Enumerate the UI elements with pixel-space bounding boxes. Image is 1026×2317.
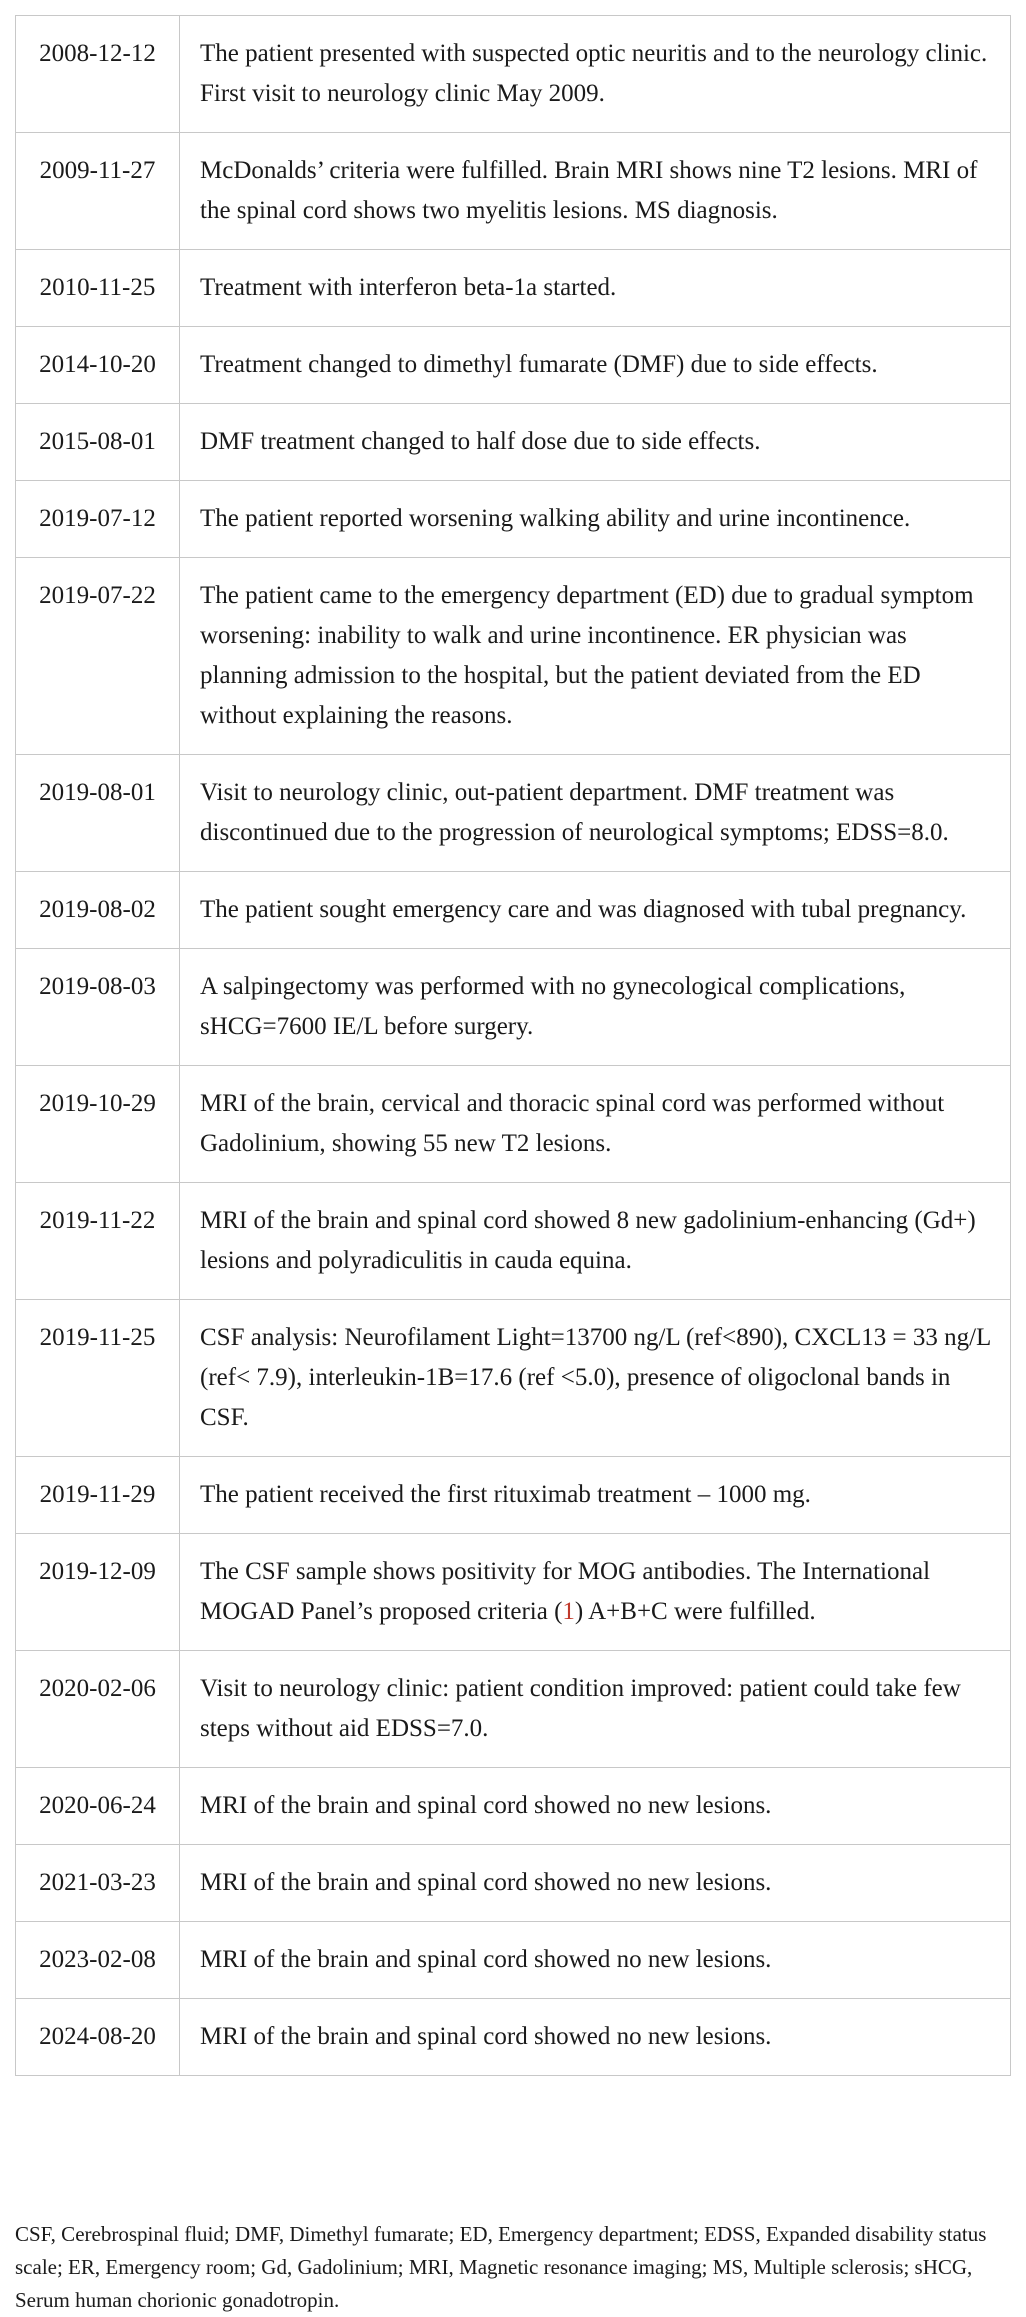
- table-row: [16, 1651, 1011, 1768]
- event-date: 2023-02-08: [16, 1922, 180, 1999]
- event-date: 2019-07-22: [16, 558, 180, 755]
- event-description: The patient received the first rituximab treatment – 1000 mg.: [180, 1457, 1011, 1534]
- timeline-table: [15, 15, 1011, 2076]
- event-date: 2019-08-01: [16, 755, 180, 872]
- table-footnote: CSF, Cerebrospinal fluid; DMF, Dimethyl fumarate; ED, Emergency department; EDSS, Expanded disability status scale; ER, Emergency room; Gd, Gadolinium; MRI, Magnetic resonance imaging; MS, Multiple sclerosis; sHCG, Serum human chorionic gonadotropin.: [15, 2222, 987, 2312]
- table-row: [16, 558, 1011, 755]
- event-date: 2020-06-24: [16, 1768, 180, 1845]
- event-description: MRI of the brain and spinal cord showed no new lesions.: [180, 1845, 1011, 1922]
- table-row: [16, 1183, 1011, 1300]
- table-row: [16, 1300, 1011, 1457]
- event-description: The patient reported worsening walking ability and urine incontinence.: [180, 481, 1011, 558]
- table-row: [16, 1999, 1011, 2076]
- event-description: CSF analysis: Neurofilament Light=13700 ng/L (ref<890), CXCL13 = 33 ng/L (ref< 7.9), interleukin-1B=17.6 (ref <5.0), presence of oligoclonal bands in CSF.: [180, 1300, 1011, 1457]
- event-description: A salpingectomy was performed with no gynecological complications, sHCG=7600 IE/L before surgery.: [180, 949, 1011, 1066]
- event-description: DMF treatment changed to half dose due to side effects.: [180, 404, 1011, 481]
- table-row: [16, 1066, 1011, 1183]
- table-row: [16, 1457, 1011, 1534]
- event-date: 2021-03-23: [16, 1845, 180, 1922]
- table-row: [16, 949, 1011, 1066]
- event-description: McDonalds’ criteria were fulfilled. Brain MRI shows nine T2 lesions. MRI of the spinal cord shows two myelitis lesions. MS diagnosis.: [180, 133, 1011, 250]
- table-row: [16, 1534, 1011, 1651]
- table-row: [16, 250, 1011, 327]
- event-description: [180, 1534, 1011, 1651]
- event-date: 2009-11-27: [16, 133, 180, 250]
- event-text-after-ref: ) A+B+C were fulfilled.: [574, 1598, 816, 1625]
- event-date: 2024-08-20: [16, 1999, 180, 2076]
- event-description: MRI of the brain and spinal cord showed no new lesions.: [180, 1999, 1011, 2076]
- event-date: 2015-08-01: [16, 404, 180, 481]
- event-description: Treatment with interferon beta-1a started.: [180, 250, 1011, 327]
- event-description: Treatment changed to dimethyl fumarate (DMF) due to side effects.: [180, 327, 1011, 404]
- table-row: [16, 404, 1011, 481]
- table-row: [16, 1768, 1011, 1845]
- event-description: Visit to neurology clinic, out-patient department. DMF treatment was discontinued due to the progression of neurological symptoms; EDSS=8.0.: [180, 755, 1011, 872]
- event-date: 2019-11-22: [16, 1183, 180, 1300]
- table-row: [16, 16, 1011, 133]
- event-description: The patient presented with suspected optic neuritis and to the neurology clinic. First visit to neurology clinic May 2009.: [180, 16, 1011, 133]
- event-description: The patient came to the emergency department (ED) due to gradual symptom worsening: inability to walk and urine incontinence. ER physician was planning admission to the hospital, but the patient deviated from the ED without explaining the reasons.: [180, 558, 1011, 755]
- event-date: 2019-07-12: [16, 481, 180, 558]
- event-date: 2019-08-02: [16, 872, 180, 949]
- table-row: [16, 481, 1011, 558]
- event-description: The patient sought emergency care and was diagnosed with tubal pregnancy.: [180, 872, 1011, 949]
- event-date: 2010-11-25: [16, 250, 180, 327]
- event-date: 2019-11-29: [16, 1457, 180, 1534]
- event-date: 2019-11-25: [16, 1300, 180, 1457]
- reference-link[interactable]: 1: [562, 1598, 575, 1625]
- event-description: MRI of the brain and spinal cord showed 8 new gadolinium-enhancing (Gd+) lesions and polyradiculitis in cauda equina.: [180, 1183, 1011, 1300]
- event-date: 2019-10-29: [16, 1066, 180, 1183]
- event-date: 2020-02-06: [16, 1651, 180, 1768]
- event-description: Visit to neurology clinic: patient condition improved: patient could take few steps without aid EDSS=7.0.: [180, 1651, 1011, 1768]
- event-description: MRI of the brain, cervical and thoracic spinal cord was performed without Gadolinium, showing 55 new T2 lesions.: [180, 1066, 1011, 1183]
- event-date: 2008-12-12: [16, 16, 180, 133]
- table-row: [16, 133, 1011, 250]
- table-row: [16, 1922, 1011, 1999]
- table-row: [16, 755, 1011, 872]
- event-date: 2014-10-20: [16, 327, 180, 404]
- table-row: [16, 1845, 1011, 1922]
- event-description: MRI of the brain and spinal cord showed no new lesions.: [180, 1768, 1011, 1845]
- table-row: [16, 327, 1011, 404]
- event-date: 2019-12-09: [16, 1534, 180, 1651]
- table-row: [16, 872, 1011, 949]
- event-text-before-ref: The CSF sample shows positivity for MOG antibodies. The International MOGAD Panel’s proposed criteria (: [200, 1558, 931, 1625]
- event-description: MRI of the brain and spinal cord showed no new lesions.: [180, 1922, 1011, 1999]
- event-date: 2019-08-03: [16, 949, 180, 1066]
